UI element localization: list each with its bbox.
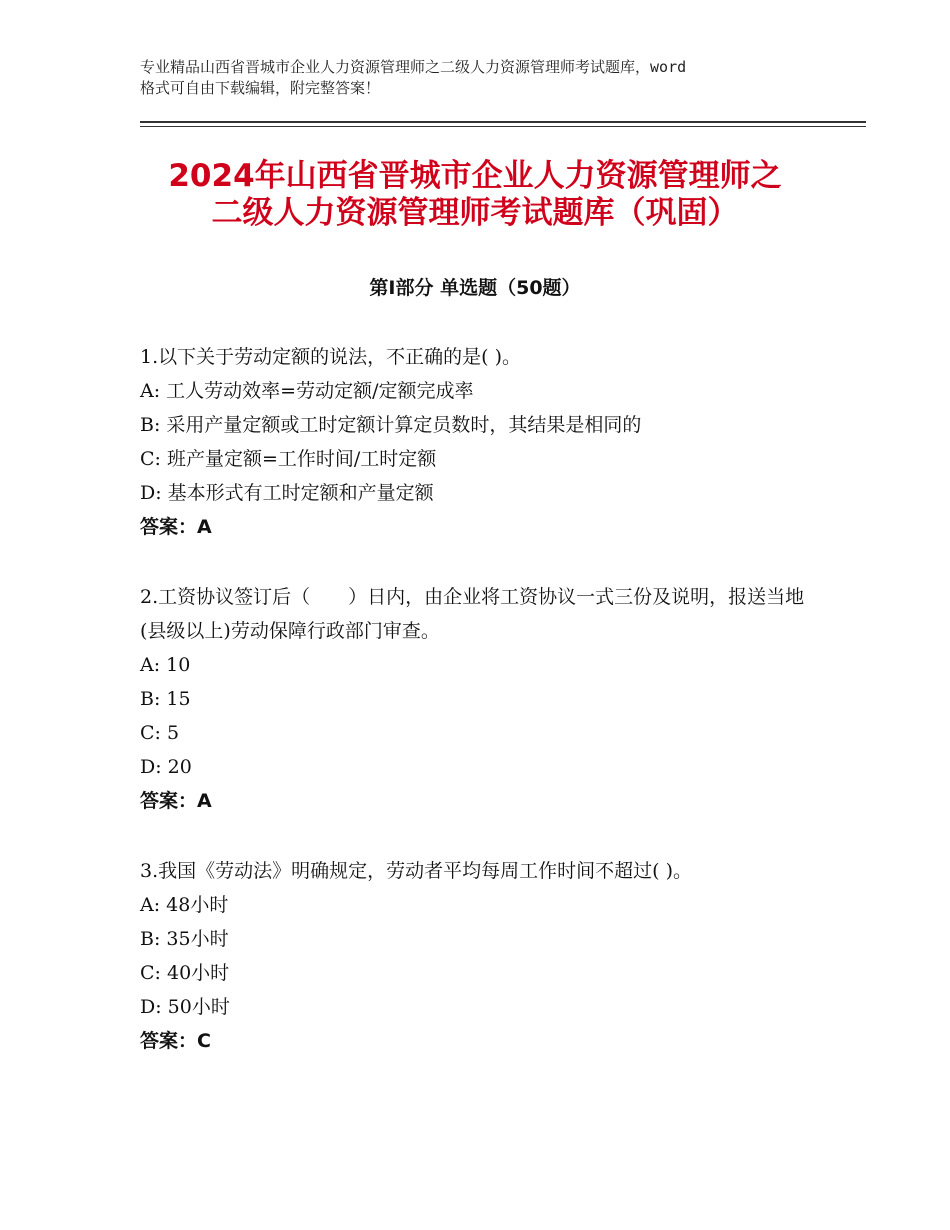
answer: 答案：C: [140, 1030, 211, 1052]
question-3: [140, 854, 830, 1058]
option-a: A: 48小时: [140, 894, 229, 916]
option-d: D: 基本形式有工时定额和产量定额: [140, 482, 434, 504]
document-title-line-2: 二级人力资源管理师考试题库（巩固）: [211, 195, 739, 231]
option-a: A: 工人劳动效率=劳动定额/定额完成率: [140, 380, 474, 402]
section-heading: 第Ⅰ部分 单选题（50题）: [369, 277, 581, 299]
header-note: [140, 57, 840, 99]
option-b: B: 35小时: [140, 928, 229, 950]
option-b: B: 采用产量定额或工时定额计算定员数时，其结果是相同的: [140, 414, 642, 436]
document-title-line-1: 2024年山西省晋城市企业人力资源管理师之: [168, 158, 782, 194]
question-stem: 1.以下关于劳动定额的说法，不正确的是( )。: [140, 346, 521, 368]
option-d: D: 20: [140, 756, 192, 778]
question-stem: 2.工资协议签订后（ ）日内，由企业将工资协议一式三份及说明，报送当地(县级以上)劳动保障行政部门审查。: [140, 586, 805, 642]
header-divider-thick: [140, 121, 866, 123]
option-a: A: 10: [140, 654, 191, 676]
header-divider-thin: [140, 126, 866, 127]
option-b: B: 15: [140, 688, 191, 710]
answer: 答案：A: [140, 516, 212, 538]
header-note-line-2: 格式可自由下载编辑，附完整答案！: [140, 79, 381, 97]
option-c: C: 5: [140, 722, 180, 744]
question-1: [140, 340, 830, 544]
header-note-line-1: 专业精品山西省晋城市企业人力资源管理师之二级人力资源管理师考试题库，word: [140, 58, 687, 76]
option-c: C: 40小时: [140, 962, 230, 984]
document-title: [80, 158, 870, 232]
question-2: [140, 580, 830, 818]
answer: 答案：A: [140, 790, 212, 812]
option-d: D: 50小时: [140, 996, 230, 1018]
option-c: C: 班产量定额=工作时间/工时定额: [140, 448, 437, 470]
question-stem: 3.我国《劳动法》明确规定，劳动者平均每周工作时间不超过( )。: [140, 860, 692, 882]
